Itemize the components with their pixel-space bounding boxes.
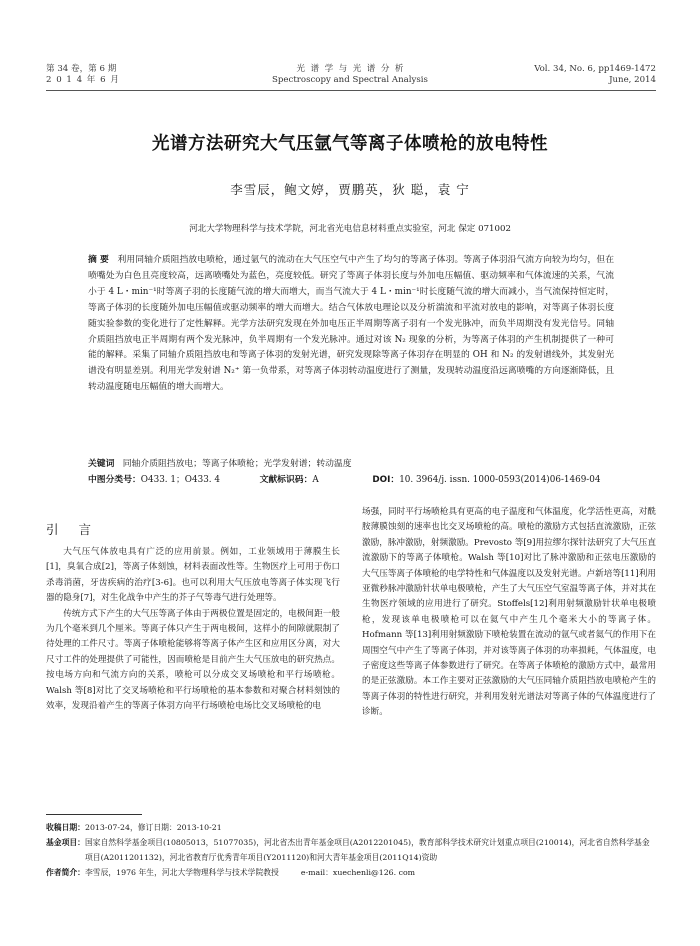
journal-volume-issue: 第 34 卷，第 6 期: [46, 64, 117, 74]
section-title-introduction: 引 言: [46, 522, 99, 537]
journal-title-en: Spectroscopy and Spectral Analysis: [272, 75, 428, 85]
author-email: e-mail：xuechenli@126. com: [300, 868, 416, 877]
abstract-text: 利用同轴介质阻挡放电喷枪，通过氩气的流动在大气压空气中产生了均匀的等离子体羽。等离子体羽沿气流方向较为均匀，但在喷嘴处为白色且亮度较高，远离喷嘴处为蓝色，亮度较低。研究了等离子体羽长度与外加电压幅值、驱动频率和气体流速的关系，气流小于 4 L・min⁻¹时等离子羽的长度随气流的增大而增大，而当气流大于 4 L・min⁻¹时长度随气流的增大而减小，当气流保持恒定时，等离子体羽的长度随外加电压幅值或驱动频率的增大而增大。结合气体放电理论以及分析湍流和平流对放电的影响，对等离子体羽长度随实验参数的变化进行了定性解释。光学方法研究发现在外加电压正半周期等离子羽有一个发光脉冲，而负半周期没有发光信号。同轴介质阻挡放电正半周期有两个发光脉冲，负半周期有一个发光脉冲。通过对该 N₂ 现象的分析，为等离子体羽的产生机制提供了一种可能的解释。采集了同轴介质阻挡放电和等离子体羽的发射光谱，研究发现除等离子体羽存在明显的 OH 和 N₂ 的发射谱线外，其发射光谱没有明显差别。利用光学发射谱 N₂⁺ 第一负带系，对等离子体羽转动温度进行了测量，发现转动温度沿远离喷嘴的方向逐渐降低，且转动温度随电压幅值的增大而增大。: [88, 255, 614, 393]
doi-label: DOI：: [372, 474, 400, 485]
doc-code-label: 文献标识码：: [259, 474, 313, 485]
affiliation: 河北大学物理科学与技术学院，河北省光电信息材料重点实验室，河北 保定 071002: [189, 224, 511, 234]
left-column: [46, 545, 340, 714]
paragraph: 大气压气体放电具有广泛的应用前景。例如，工业领域用于薄膜生长[1]，臭氧合成[2]，等离子体刻蚀，材料表面改性等。生物医疗上可用于伤口杀毒消菌，牙齿疾病的治疗[3-6]。也可以利用大气压放电等离子体实现飞行器的隐身[7]，对生化战争中产生的芥子气等毒气进行处理等。: [46, 547, 340, 604]
clc-value: O433. 1；O433. 4: [140, 474, 220, 485]
keywords-text: 同轴介质阻挡放电；等离子体喷枪；光学发射谱；转动温度: [122, 459, 352, 469]
footnote-rule: [46, 814, 142, 815]
received-label: 收稿日期：: [46, 823, 85, 832]
journal-date: 2 0 1 4 年 6 月: [46, 75, 120, 85]
right-column: [362, 505, 656, 721]
keywords-block: [88, 457, 614, 488]
footnotes: [46, 820, 656, 880]
header-rule: [46, 90, 656, 91]
doi-value: 10. 3964/j. issn. 1000-0593(2014)06-1469-04: [399, 474, 601, 485]
author-list: 李雪辰，鲍文婷，贾鹏英，狄 聪，袁 宁: [230, 182, 470, 197]
paragraph: 场强，同时平行场喷枪具有更高的电子温度和气体温度，化学活性更高，对酰胺薄膜蚀刻的速率也比交叉场喷枪的高。喷枪的激励方式包括直流激励，正弦激励，脉冲激励，射频激励。Prevosto 等[9]用拉缪尔探针法研究了大气压直流激励下的等离子体喷枪。Walsh 等[10]对比了脉冲激励和正弦电压激励的大气压等离子体喷枪的电学特性和气体温度以及发射光谱。卢新培等[11]利用亚微秒脉冲激励针状单电极喷枪，产生了大气压空气室温等离子体，并对其在生物医疗领域的应用进行了研究。Stoffels[12]利用射频激励针状单电极喷枪，发现该单电极喷枪可以在氦气中产生几个毫米大小的等离子体。Hofmann 等[13]利用射频激励下喷枪装置在流动的氩气或者氦气的作用下在周围空气中产生了等离子体羽，并对该等离子体羽的功率损耗，气体温度，电子密度这些等离子体参数进行了研究。在等离子体喷枪的激励方式中，最常用的是正弦激励。本工作主要对正弦激励的大气压同轴介质阻挡放电喷枪产生的等离子体羽的特性进行研究，并利用发射光谱法对等离子体的气体温度进行了诊断。: [362, 507, 656, 718]
abstract: [88, 253, 614, 396]
abstract-label: 摘 要: [88, 255, 109, 265]
article-title: 光谱方法研究大气压氩气等离子体喷枪的放电特性: [152, 134, 548, 154]
journal-title-cn: 光 谱 学 与 光 谱 分 析: [296, 64, 404, 74]
journal-month-year: June, 2014: [609, 75, 656, 85]
author-bio-label: 作者简介：: [46, 868, 85, 877]
fund-text: 国家自然科学基金项目(10805013，51077035)，河北省杰出青年基金项目(A2012201045)，教育部科学技术研究计划重点项目(210014)，河北省自然科学基金项目(A2011201132)，河北省教育厅优秀青年项目(Y2011120)和河大青年基金项目(2011Q14)资助: [84, 838, 650, 862]
clc-label: 中图分类号：: [88, 474, 141, 485]
author-bio: 李雪辰，1976 年生，河北大学物理科学与技术学院教授: [84, 868, 279, 877]
paragraph: 传统方式下产生的大气压等离子体由于两极位置是固定的，电极间距一般为几个毫米到几个厘米。等离子体只产生于两电极间，这样小的间隙就限制了待处理的工件尺寸。等离子体喷枪能够将等离子体产生区和应用区分离，对大尺寸工件的处理提供了可能性，因而喷枪是目前产生大气压放电的研究热点。按电场方向和气流方向的关系，喷枪可以分成交叉场喷枪和平行场喷枪。Walsh 等[8]对比了交叉场喷枪和平行场喷枪的基本参数和对聚合材料刻蚀的效率，发现沿着产生的等离子体羽方向平行场喷枪电场比交叉场喷枪的电: [46, 608, 340, 712]
fund-label: 基金项目：: [46, 838, 85, 847]
received-dates: 2013-07-24，修订日期：2013-10-21: [84, 823, 222, 832]
doc-code-value: A: [312, 474, 319, 485]
journal-volume-pages: Vol. 34, No. 6, pp1469-1472: [534, 64, 656, 74]
keywords-label: 关键词: [88, 459, 115, 469]
